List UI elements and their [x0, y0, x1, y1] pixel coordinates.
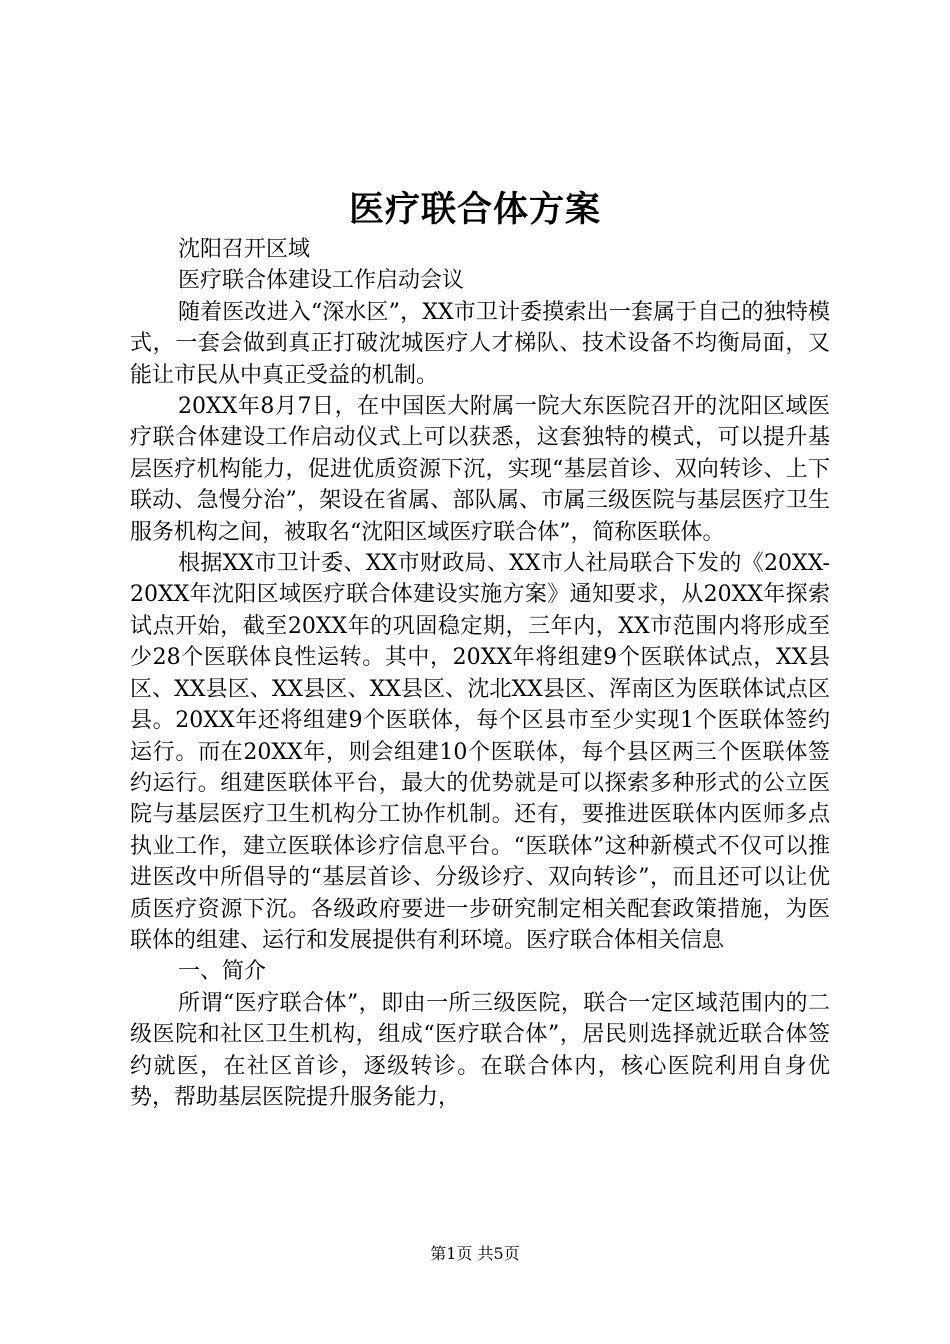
paragraph-plan: 根据XX市卫计委、XX市财政局、XX市人社局联合下发的《20XX-20XX年沈阳区域医疗联合体建设实施方案》通知要求，从20XX年探索试点开始，截至20XX年的巩固稳定期，三年内，XX市范围内将形成至少28个医联体良性运转。其中，20XX年将组建9个医联体试点，XX县区、XX县区、XX县区、XX县区、沈北XX县区、浑南区为医联体试点区县。20XX年还将组建9个医联体，每个区县市至少实现1个医联体签约运行。而在20XX年，则会组建10个医联体，每个县区两三个医联体签约运行。组建医联体平台，最大的优势就是可以探索多种形式的公立医院与基层医疗卫生机构分工协作机制。还有，要推进医联体内医师多点执业工作，建立医联体诊疗信息平台。“医联体”这种新模式不仅可以推进医改中所倡导的“基层首诊、分级诊疗、双向转诊”，而且还可以让优质医疗资源下沉。各级政府要进一步研究制定相关配套政策措施，为医联体的组建、运行和发展提供有利环境。医疗联合体相关信息 [130, 551, 830, 953]
paragraph-meeting-name: 医疗联合体建设工作启动会议 [178, 268, 465, 294]
paragraph-definition: 所谓“医疗联合体”，即由一所三级医院，联合一定区域范围内的二级医院和社区卫生机构，组成“医疗联合体”，居民则选择就近联合体签约就医，在社区首诊，逐级转诊。在联合体内，核心医院利用自身优势，帮助基层医院提升服务能力， [130, 990, 830, 1110]
document-title: 医疗联合体方案 [348, 189, 601, 230]
paragraph-launch: 20XX年8月7日，在中国医大附属一院大东医院召开的沈阳区域医疗联合体建设工作启动仪式上可以获悉，这套独特的模式，可以提升基层医疗机构能力，促进优质资源下沉，实现“基层首诊、双向转诊、上下联动、急慢分治”，架设在省属、部队属、市属三级医院与基层医疗卫生服务机构之间，被取名“沈阳区域医疗联合体”，简称医联体。 [130, 394, 830, 545]
section-heading-intro: 一、简介 [178, 959, 267, 985]
paragraph-meeting-place: 沈阳召开区域 [178, 237, 311, 262]
document-body [130, 234, 830, 1113]
page-footer: 第1页 共5页 [430, 1244, 520, 1263]
paragraph-intro: 随着医改进入“深水区”，XX市卫计委摸索出一套属于自己的独特模式，一套会做到真正打破沈城医疗人才梯队、技术设备不均衡局面，又能让市民从中真正受益的机制。 [130, 299, 830, 388]
